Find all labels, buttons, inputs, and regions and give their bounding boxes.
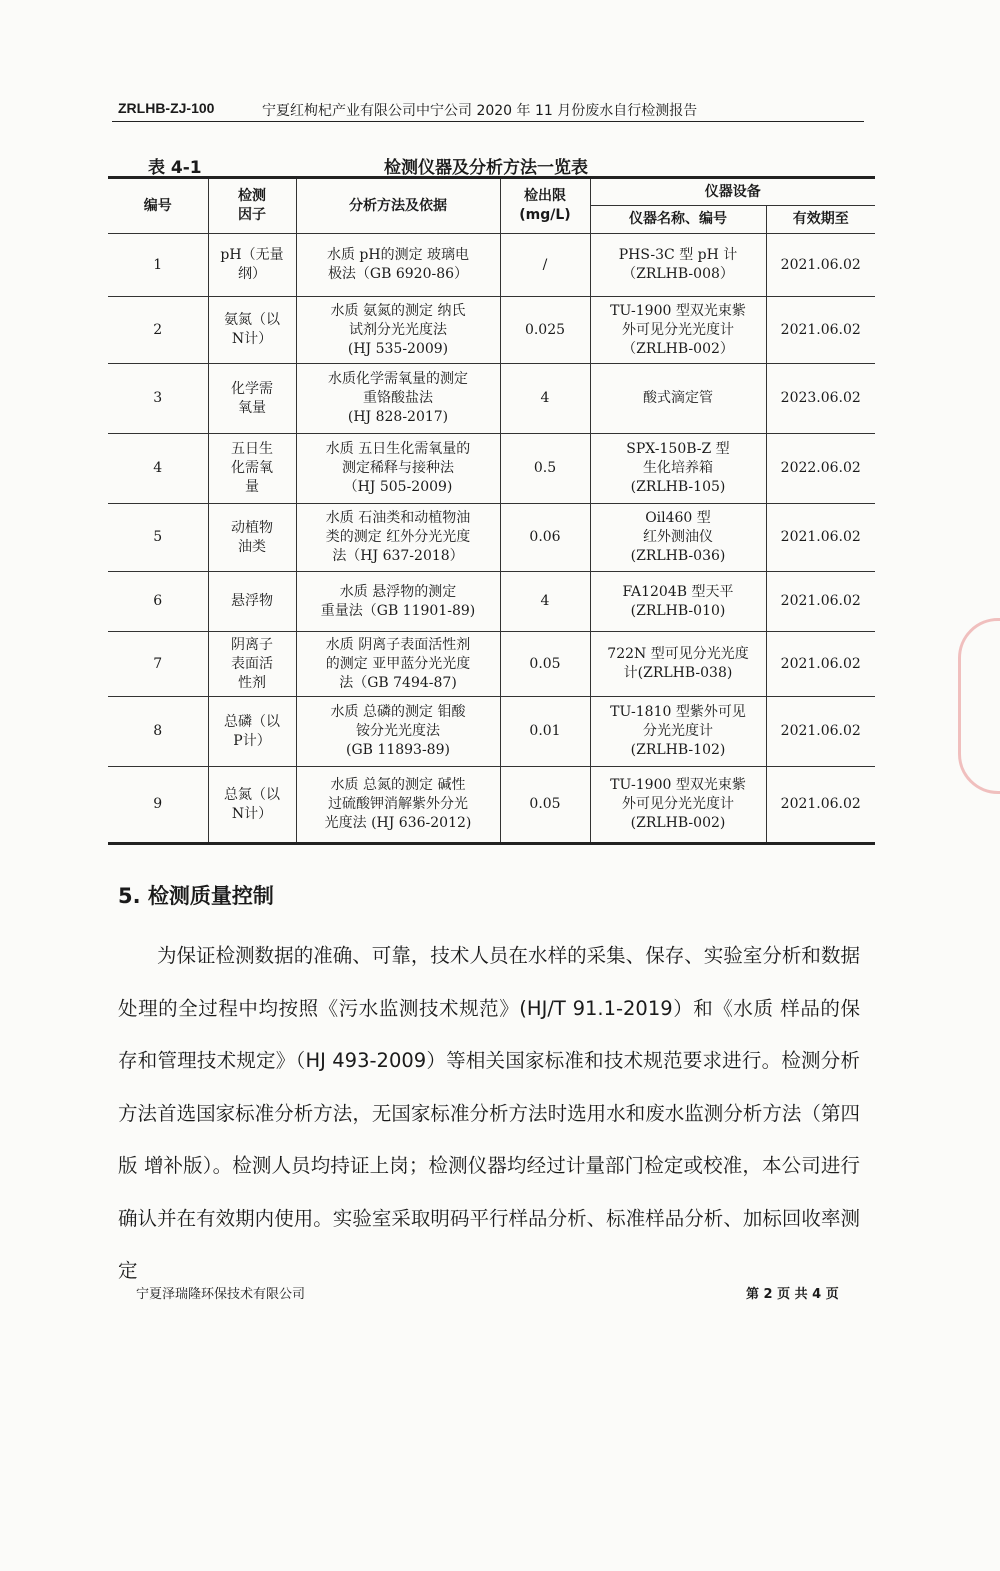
cell-no: 4 <box>108 434 208 504</box>
cell-no: 1 <box>108 234 208 297</box>
table-row <box>108 434 875 504</box>
cell-valid: 2021.06.02 <box>766 632 875 697</box>
header-no: 编号 <box>108 178 208 234</box>
cell-method: 水质化学需氧量的测定 重铬酸盐法 (HJ 828-2017) <box>296 364 500 434</box>
section-title: 5. 检测质量控制 <box>118 884 274 908</box>
cell-factor: 五日生 化需氧 量 <box>208 434 296 504</box>
cell-valid: 2021.06.02 <box>766 572 875 632</box>
cell-instrument: PHS-3C 型 pH 计 （ZRLHB-008） <box>590 234 766 297</box>
cell-instrument: Oil460 型 红外测油仪 (ZRLHB-036) <box>590 504 766 572</box>
table-number: 表 4-1 <box>148 158 202 178</box>
cell-factor: 总氮（以 N计） <box>208 767 296 844</box>
header-limit: 检出限 (mg/L) <box>500 178 590 234</box>
cell-valid: 2021.06.02 <box>766 767 875 844</box>
cell-no: 2 <box>108 297 208 364</box>
footer-company: 宁夏泽瑞隆环保技术有限公司 <box>136 1287 306 1302</box>
table-row <box>108 297 875 364</box>
header-equipment: 仪器设备 <box>590 178 875 206</box>
footer-page-number: 第 2 页 共 4 页 <box>746 1287 839 1302</box>
cell-factor: 动植物 油类 <box>208 504 296 572</box>
cell-limit: 0.05 <box>500 767 590 844</box>
header-factor: 检测 因子 <box>208 178 296 234</box>
table-row <box>108 767 875 844</box>
cell-factor: 悬浮物 <box>208 572 296 632</box>
table-title: 检测仪器及分析方法一览表 <box>384 158 588 178</box>
table-row <box>108 697 875 767</box>
cell-no: 9 <box>108 767 208 844</box>
table-row <box>108 632 875 697</box>
report-title: 宁夏红枸杞产业有限公司中宁公司 2020 年 11 月份废水自行检测报告 <box>262 103 698 119</box>
cell-method: 水质 五日生化需氧量的 测定稀释与接种法 （HJ 505-2009) <box>296 434 500 504</box>
cell-valid: 2021.06.02 <box>766 697 875 767</box>
document-code: ZRLHB-ZJ-100 <box>118 100 215 116</box>
cell-factor: pH（无量 纲） <box>208 234 296 297</box>
table-row <box>108 234 875 297</box>
cell-limit: 0.05 <box>500 632 590 697</box>
cell-instrument: SPX-150B-Z 型 生化培养箱 (ZRLHB-105) <box>590 434 766 504</box>
cell-method: 水质 石油类和动植物油 类的测定 红外分光光度 法（HJ 637-2018） <box>296 504 500 572</box>
cell-factor: 化学需 氧量 <box>208 364 296 434</box>
cell-method: 水质 总氮的测定 碱性 过硫酸钾消解紫外分光 光度法 (HJ 636-2012) <box>296 767 500 844</box>
cell-factor: 总磷（以 P计） <box>208 697 296 767</box>
header-method: 分析方法及依据 <box>296 178 500 234</box>
cell-method: 水质 总磷的测定 钼酸 铵分光光度法 (GB 11893-89) <box>296 697 500 767</box>
cell-method: 水质 pH的测定 玻璃电 极法（GB 6920-86） <box>296 234 500 297</box>
cell-valid: 2021.06.02 <box>766 504 875 572</box>
section-paragraph: 为保证检测数据的准确、可靠，技术人员在水样的采集、保存、实验室分析和数据处理的全过程中均按照《污水监测技术规范》(HJ/T 91.1-2019）和《水质 样品的保存和管理技术规定》（HJ 493-2009）等相关国家标准和技术规范要求进行。检测分析方法首选国家标准分析方法，无国家标准分析方法时选用水和废水监测分析方法（第四版 增补版）。检测人员均持证上岗；检测仪器均经过计量部门检定或校准，本公司进行确认并在有效期内使用。实验室采取明码平行样品分析、标准样品分析、加标回收率测定 <box>118 944 860 1282</box>
cell-factor: 氨氮（以 N计） <box>208 297 296 364</box>
header-instrument: 仪器名称、编号 <box>590 206 766 234</box>
header-valid: 有效期至 <box>766 206 875 234</box>
cell-limit: 0.06 <box>500 504 590 572</box>
cell-no: 3 <box>108 364 208 434</box>
cell-method: 水质 悬浮物的测定 重量法（GB 11901-89) <box>296 572 500 632</box>
cell-no: 7 <box>108 632 208 697</box>
cell-valid: 2021.06.02 <box>766 297 875 364</box>
cell-instrument: FA1204B 型天平 (ZRLHB-010) <box>590 572 766 632</box>
cell-instrument: TU-1900 型双光束紫 外可见分光光度计 （ZRLHB-002） <box>590 297 766 364</box>
cell-limit: 0.01 <box>500 697 590 767</box>
cell-limit: 0.025 <box>500 297 590 364</box>
cell-factor: 阴离子 表面活 性剂 <box>208 632 296 697</box>
cell-no: 6 <box>108 572 208 632</box>
table-row <box>108 572 875 632</box>
table-row <box>108 364 875 434</box>
instrument-method-table <box>108 176 875 845</box>
cell-valid: 2023.06.02 <box>766 364 875 434</box>
cell-no: 5 <box>108 504 208 572</box>
cell-valid: 2022.06.02 <box>766 434 875 504</box>
cell-method: 水质 氨氮的测定 纳氏 试剂分光光度法 (HJ 535-2009) <box>296 297 500 364</box>
cell-no: 8 <box>108 697 208 767</box>
header-divider <box>112 121 864 122</box>
cell-instrument: 酸式滴定管 <box>590 364 766 434</box>
cell-instrument: TU-1810 型紫外可见 分光光度计 (ZRLHB-102) <box>590 697 766 767</box>
cell-limit: 4 <box>500 364 590 434</box>
cell-method: 水质 阴离子表面活性剂 的测定 亚甲蓝分光光度 法（GB 7494-87) <box>296 632 500 697</box>
cell-valid: 2021.06.02 <box>766 234 875 297</box>
cell-instrument: 722N 型可见分光光度 计(ZRLHB-038) <box>590 632 766 697</box>
cell-limit: 0.5 <box>500 434 590 504</box>
cell-limit: 4 <box>500 572 590 632</box>
red-stamp <box>958 618 1000 794</box>
cell-instrument: TU-1900 型双光束紫 外可见分光光度计 (ZRLHB-002) <box>590 767 766 844</box>
cell-limit: / <box>500 234 590 297</box>
table-row <box>108 504 875 572</box>
